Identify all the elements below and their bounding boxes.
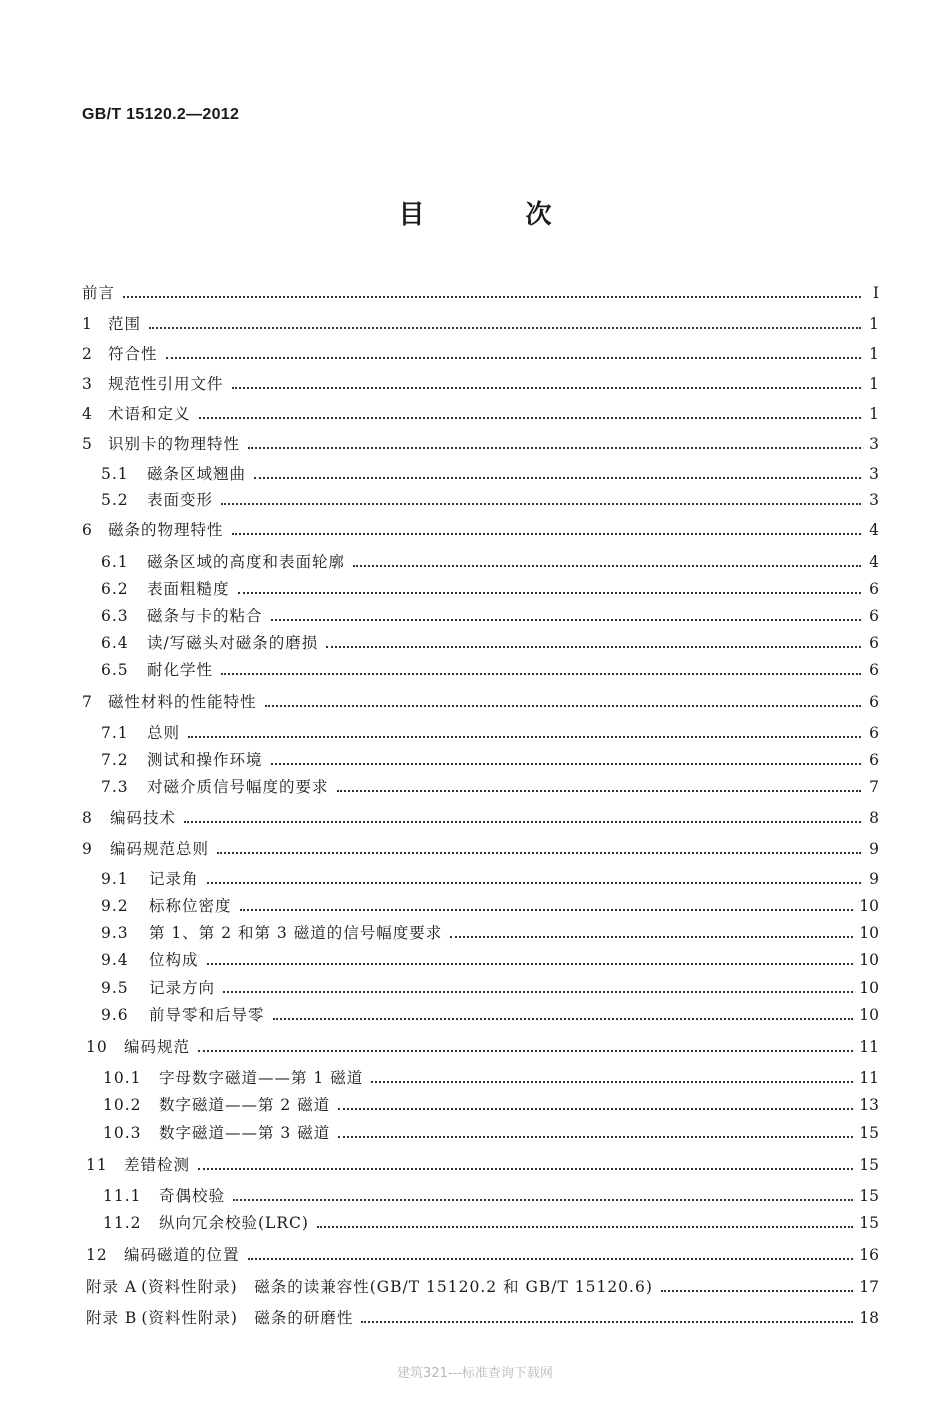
toc-entry-number: 12	[86, 1246, 108, 1264]
toc-entry-title: 范围	[108, 315, 142, 333]
toc-entry[interactable]	[103, 1066, 879, 1088]
toc-entry-number: 7	[82, 693, 93, 711]
dot-leader	[221, 503, 861, 505]
toc-entry[interactable]	[86, 1306, 879, 1328]
toc-entry-number: 9.4	[101, 951, 129, 969]
toc-entry-page: 3	[869, 435, 879, 453]
toc-entry-number: 5.2	[101, 491, 129, 509]
toc-entry-page: 10	[859, 951, 879, 969]
toc-entry-number: 8	[82, 809, 93, 827]
toc-entry-page: 3	[869, 465, 879, 483]
dot-leader	[166, 357, 861, 359]
toc-entry-title: 术语和定义	[108, 405, 191, 423]
dot-leader	[240, 909, 854, 911]
toc-entry-number: 6.5	[101, 661, 129, 679]
toc-entry-title: 奇偶校验	[159, 1187, 226, 1205]
toc-entry[interactable]	[82, 312, 879, 334]
dot-leader	[254, 477, 861, 479]
toc-entry-title: 编码磁道的位置	[124, 1246, 240, 1264]
toc-entry-title: 编码技术	[110, 809, 177, 827]
toc-entry[interactable]	[101, 775, 879, 797]
dot-leader	[223, 991, 853, 993]
dot-leader	[661, 1290, 853, 1292]
toc-entry-page: 10	[859, 924, 879, 942]
toc-entry-number: 10.1	[103, 1069, 142, 1087]
toc-entry-page: 6	[869, 607, 879, 625]
toc-entry[interactable]	[101, 631, 879, 653]
toc-entry[interactable]	[103, 1184, 879, 1206]
toc-entry-number: 10.3	[103, 1124, 142, 1142]
toc-entry-page: 9	[869, 840, 879, 858]
dot-leader	[232, 533, 861, 535]
toc-entry-page: 15	[859, 1156, 879, 1174]
toc-entry[interactable]	[101, 462, 879, 484]
toc-entry-number: 9.1	[101, 870, 129, 888]
toc-entry-title: 总则	[147, 724, 181, 742]
dot-leader	[199, 417, 861, 419]
toc-entry-page: 6	[869, 634, 879, 652]
toc-entry-title: 编码规范总则	[110, 840, 210, 858]
dot-leader	[238, 592, 861, 594]
toc-entry-page: 6	[869, 693, 879, 711]
toc-entry-page: 6	[869, 724, 879, 742]
toc-entry-page: I	[872, 284, 879, 302]
dot-leader	[361, 1321, 853, 1323]
toc-entry-page: 10	[859, 1006, 879, 1024]
dot-leader	[233, 1199, 853, 1201]
toc-entry-page: 9	[869, 870, 879, 888]
dot-leader	[326, 646, 861, 648]
toc-entry[interactable]	[82, 342, 879, 364]
toc-entry-title: 磁条的物理特性	[108, 521, 224, 539]
dot-leader	[353, 565, 861, 567]
toc-entry-page: 10	[859, 979, 879, 997]
toc-entry[interactable]	[86, 1035, 879, 1057]
toc-entry-title: 磁条区域的高度和表面轮廓	[147, 553, 346, 571]
dot-leader	[271, 763, 861, 765]
toc-entry-title: 规范性引用文件	[108, 375, 224, 393]
toc-entry-page: 4	[869, 553, 879, 571]
dot-leader	[207, 882, 861, 884]
toc-entry-page: 4	[869, 521, 879, 539]
toc-entry[interactable]	[82, 402, 879, 424]
toc-entry[interactable]	[82, 690, 879, 712]
toc-entry[interactable]	[103, 1211, 879, 1233]
toc-entry-title: 位构成	[149, 951, 199, 969]
toc-entry[interactable]	[86, 1153, 879, 1175]
toc-entry-page: 15	[859, 1187, 879, 1205]
dot-leader	[371, 1081, 853, 1083]
toc-entry-title: 磁条区域翘曲	[147, 465, 247, 483]
toc-entry-number: 10.2	[103, 1096, 142, 1114]
toc-entry-page: 15	[859, 1124, 879, 1142]
toc-entry[interactable]	[82, 372, 879, 394]
toc-entry-title: 识别卡的物理特性	[108, 435, 241, 453]
toc-entry-number: 9.3	[101, 924, 129, 942]
toc-entry[interactable]	[101, 976, 879, 998]
toc-entry[interactable]	[86, 1275, 879, 1297]
toc-entry-page: 11	[859, 1038, 879, 1056]
toc-entry-number: 9	[82, 840, 93, 858]
toc-entry[interactable]	[101, 1003, 879, 1025]
toc-entry[interactable]	[101, 948, 879, 970]
toc-entry-page: 8	[869, 809, 879, 827]
toc-entry-number: 7.2	[101, 751, 129, 769]
toc-entry[interactable]	[101, 748, 879, 770]
toc-entry-number: 11.1	[103, 1187, 142, 1205]
toc-entry-number: 6.1	[101, 553, 129, 571]
toc-entry-number: 6.4	[101, 634, 129, 652]
dot-leader	[198, 1168, 853, 1170]
toc-entry-number: 10	[86, 1038, 108, 1056]
dot-leader	[317, 1226, 853, 1228]
toc-entry-title: 数字磁道——第 3 磁道	[159, 1124, 331, 1142]
dot-leader	[271, 619, 861, 621]
dot-leader	[221, 673, 861, 675]
toc-entry-title: 前导零和后导零	[149, 1006, 265, 1024]
toc-entry-number: 11	[86, 1156, 108, 1174]
toc-entry-page: 1	[869, 345, 879, 363]
toc-entry[interactable]	[101, 721, 879, 743]
toc-entry-number: 11.2	[103, 1214, 142, 1232]
toc-entry[interactable]	[103, 1121, 879, 1143]
toc-entry-title: 表面变形	[147, 491, 214, 509]
toc-entry-page: 10	[859, 897, 879, 915]
toc-entry[interactable]	[86, 1243, 879, 1265]
dot-leader	[232, 387, 861, 389]
toc-entry-title: 磁性材料的性能特性	[108, 693, 257, 711]
standard-code: GB/T 15120.2—2012	[82, 106, 240, 123]
toc-entry-title: 字母数字磁道——第 1 磁道	[159, 1069, 364, 1087]
toc-entry-number: 9.2	[101, 897, 129, 915]
toc-entry-page: 13	[859, 1096, 879, 1114]
toc-entry-title: 数字磁道——第 2 磁道	[159, 1096, 331, 1114]
toc-entry[interactable]	[101, 894, 879, 916]
toc-entry-title: (资料性附录) 磁条的研磨性	[141, 1309, 354, 1327]
toc-entry-number: 1	[82, 315, 93, 333]
toc-entry-title: 记录方向	[149, 979, 216, 997]
toc-entry[interactable]	[82, 806, 879, 828]
toc-entry[interactable]	[101, 658, 879, 680]
dot-leader	[248, 1258, 854, 1260]
toc-entry-number: 6.2	[101, 580, 129, 598]
toc-entry-title: 磁条与卡的粘合	[147, 607, 263, 625]
toc-entry-title: 读/写磁头对磁条的磨损	[147, 634, 319, 652]
dot-leader	[337, 790, 861, 792]
toc-entry[interactable]	[82, 432, 879, 454]
toc-entry-page: 6	[869, 580, 879, 598]
toc-entry-title: (资料性附录) 磁条的读兼容性(GB/T 15120.2 和 GB/T 15120.6)	[141, 1278, 653, 1296]
toc-entry-number: 3	[82, 375, 93, 393]
page-title: 目 次	[398, 200, 598, 230]
toc-entry-page: 6	[869, 661, 879, 679]
toc-entry-page: 1	[869, 375, 879, 393]
toc-entry-page: 1	[869, 405, 879, 423]
toc-entry-page: 15	[859, 1214, 879, 1232]
toc-entry-title: 符合性	[108, 345, 158, 363]
toc-entry-title: 测试和操作环境	[147, 751, 263, 769]
dot-leader	[450, 936, 853, 938]
toc-entry-title: 对磁介质信号幅度的要求	[147, 778, 329, 796]
toc-entry-title: 第 1、第 2 和第 3 磁道的信号幅度要求	[149, 924, 443, 942]
toc-entry-number: 6	[82, 521, 93, 539]
toc-entry-title: 纵向冗余校验(LRC)	[159, 1214, 309, 1232]
toc-entry[interactable]	[82, 281, 879, 303]
toc-entry-page: 3	[869, 491, 879, 509]
toc-entry[interactable]	[103, 1093, 879, 1115]
toc-entry-title: 标称位密度	[149, 897, 232, 915]
toc-entry[interactable]	[101, 550, 879, 572]
toc-entry-title: 记录角	[149, 870, 199, 888]
toc-entry-title: 编码规范	[124, 1038, 191, 1056]
dot-leader	[207, 963, 854, 965]
dot-leader	[338, 1108, 853, 1110]
toc-entry-title: 表面粗糙度	[147, 580, 230, 598]
dot-leader	[265, 705, 861, 707]
toc-entry-number: 5	[82, 435, 93, 453]
toc-entry-number: 附录 B	[86, 1309, 138, 1327]
toc-entry-page: 11	[859, 1069, 879, 1087]
toc-entry-number: 2	[82, 345, 93, 363]
toc-entry-number: 9.6	[101, 1006, 129, 1024]
toc-entry-page: 16	[859, 1246, 879, 1264]
toc-entry-page: 1	[869, 315, 879, 333]
toc-entry-number: 6.3	[101, 607, 129, 625]
toc-entry-page: 17	[859, 1278, 879, 1296]
toc-entry-number: 4	[82, 405, 93, 423]
watermark: 建筑321---标准查询下载网	[397, 1366, 553, 1381]
toc-entry[interactable]	[101, 577, 879, 599]
dot-leader	[123, 296, 861, 298]
toc-entry-title: 差错检测	[124, 1156, 191, 1174]
dot-leader	[273, 1018, 854, 1020]
toc-entry[interactable]	[82, 518, 879, 540]
toc-entry-number: 7.3	[101, 778, 129, 796]
dot-leader	[184, 821, 861, 823]
toc-entry-number: 附录 A	[86, 1278, 138, 1296]
toc-entry-title: 耐化学性	[147, 661, 214, 679]
toc-entry[interactable]	[101, 604, 879, 626]
toc-entry-page: 6	[869, 751, 879, 769]
toc-entry[interactable]	[101, 921, 879, 943]
dot-leader	[248, 447, 861, 449]
toc-entry-number: 9.5	[101, 979, 129, 997]
dot-leader	[149, 327, 861, 329]
dot-leader	[188, 736, 861, 738]
toc-entry-page: 7	[869, 778, 879, 796]
toc-entry-title: 前言	[82, 284, 116, 302]
toc-entry-number: 5.1	[101, 465, 129, 483]
dot-leader	[338, 1136, 853, 1138]
dot-leader	[198, 1050, 853, 1052]
toc-entry[interactable]	[101, 488, 879, 510]
toc-entry[interactable]	[82, 837, 879, 859]
toc-entry[interactable]	[101, 867, 879, 889]
toc-entry-page: 18	[859, 1309, 879, 1327]
toc-entry-number: 7.1	[101, 724, 129, 742]
dot-leader	[217, 852, 861, 854]
